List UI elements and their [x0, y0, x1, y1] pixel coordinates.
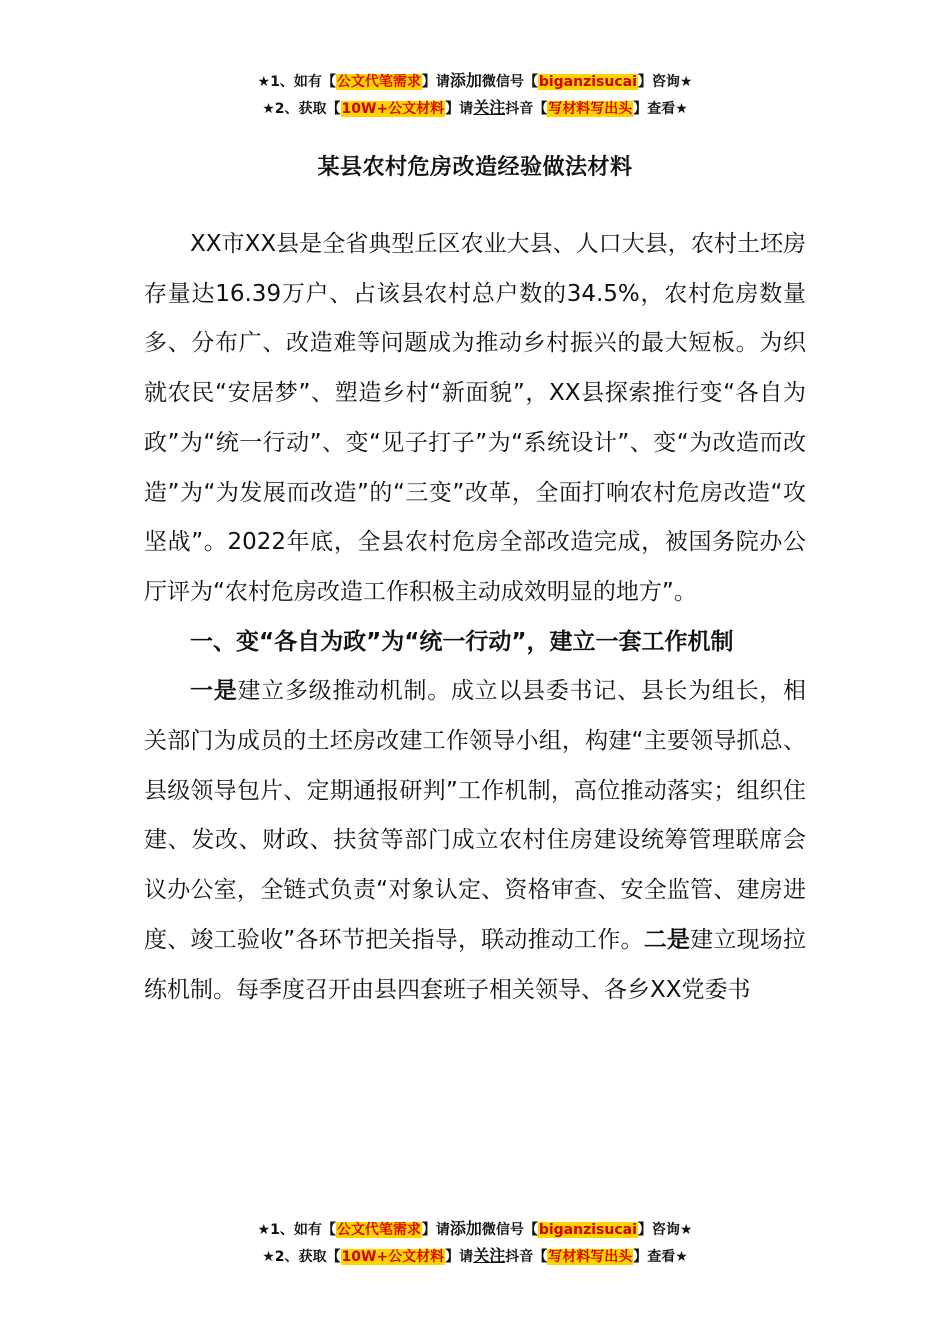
banner-text: 】请: [445, 1249, 474, 1265]
banner-text: 】请: [421, 1222, 450, 1238]
banner-highlight: 公文代笔需求: [336, 74, 421, 90]
banner-text: 】咨询★: [637, 1222, 693, 1238]
banner-text: 微信号【: [481, 74, 538, 90]
banner-text: 微信号【: [481, 1222, 538, 1238]
footer-banner: [0, 1215, 950, 1269]
banner-text: 】请: [421, 74, 450, 90]
banner-highlight: 公文代笔需求: [336, 1222, 421, 1238]
wechat-id-highlight: biganzisucai: [538, 74, 637, 90]
douyin-id-highlight: 写材料写出头: [548, 1249, 633, 1265]
document-title: 某县农村危房改造经验做法材料: [317, 155, 633, 180]
paragraph-lead: 一是: [190, 678, 238, 705]
document-body: [144, 220, 806, 1015]
banner-text: 】请: [445, 101, 474, 117]
banner-highlight: 10W+公文材料: [341, 101, 445, 117]
paragraph-text: 建立多级推动机制。成立以县委书记、县长为组长，相关部门为成员的土坯房改建工作领导小组，构建“主要领导抓总、县级领导包片、定期通报研判”工作机制，高位推动落实；组织住建、发改、财政、扶贫等部门成立农村住房建设统筹管理联席会议办公室，全链式负责“对象认定、资格审查、安全监管、建房进度、竣工验收”各环节把关指导，联动推动工作。: [144, 678, 807, 953]
douyin-id-highlight: 写材料写出头: [548, 101, 633, 117]
header-banner: [0, 67, 950, 121]
banner-line-2: [0, 1242, 950, 1269]
banner-line-1: [0, 1215, 950, 1242]
banner-highlight: 10W+公文材料: [341, 1249, 445, 1265]
banner-emphasis: 添加: [449, 1219, 482, 1238]
banner-text: ★1、如有【: [257, 74, 336, 90]
paragraph-text: 建立现场拉练机制。每季度召开由县四套班子相关领导、各乡XX党委书: [144, 926, 807, 1003]
section-heading: 一、变“各自为政”为“统一行动”，建立一套工作机制: [190, 628, 734, 655]
banner-text: 】查看★: [633, 101, 688, 117]
paragraph-lead: 二是: [643, 926, 691, 953]
banner-emphasis: 关注: [473, 98, 506, 117]
wechat-id-highlight: biganzisucai: [538, 1222, 637, 1238]
banner-text: 抖音【: [505, 101, 548, 117]
banner-emphasis: 添加: [449, 71, 482, 90]
banner-line-1: [0, 67, 950, 94]
banner-text: 】咨询★: [637, 74, 693, 90]
banner-text: ★1、如有【: [257, 1222, 336, 1238]
banner-line-2: [0, 94, 950, 121]
banner-text: ★2、获取【: [262, 1249, 341, 1265]
banner-emphasis: 关注: [473, 1246, 506, 1265]
intro-paragraph: XX市XX县是全省典型丘区农业大县、人口大县，农村土坯房存量达16.39万户、占该县农村总户数的34.5%，农村危房数量多、分布广、改造难等问题成为推动乡村振兴的最大短板。为织就农民“安居梦”、塑造乡村“新面貌”，XX县探索推行变“各自为政”为“统一行动”、变“见子打子”为“系统设计”、变“为改造而改造”为“为发展而改造”的“三变”改革，全面打响农村危房改造“攻坚战”。2022年底，全县农村危房全部改造完成，被国务院办公厅评为“农村危房改造工作积极主动成效明显的地方”。: [144, 231, 806, 605]
banner-text: 】查看★: [633, 1249, 688, 1265]
section-paragraph: [144, 667, 806, 1015]
banner-text: ★2、获取【: [262, 101, 341, 117]
banner-text: 抖音【: [505, 1249, 548, 1265]
